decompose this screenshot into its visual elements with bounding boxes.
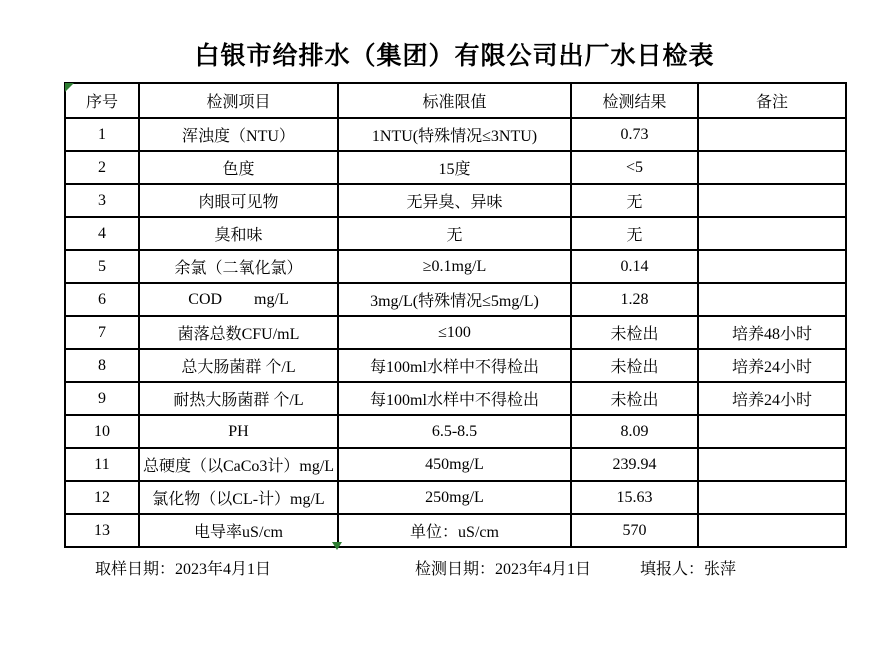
cell-test-result: 15.63 [571,481,698,514]
column-header-remark: 备注 [698,83,846,118]
cell-test-result: 未检出 [571,316,698,349]
cell-test-result: 239.94 [571,448,698,481]
cell-remark: 培养48小时 [698,316,846,349]
cell-remark [698,283,846,316]
table-row [65,415,846,448]
cell-standard-limit: 无异臭、异味 [338,184,571,217]
table-row [65,481,846,514]
cell-test-item: 菌落总数CFU/mL [139,316,338,349]
cell-test-result: 8.09 [571,415,698,448]
cell-standard-limit: 无 [338,217,571,250]
cell-test-item: 色度 [139,151,338,184]
cell-remark [698,415,846,448]
cell-test-item: 耐热大肠菌群 个/L [139,382,338,415]
table-row [65,217,846,250]
cell-serial-number: 5 [65,250,139,283]
cell-test-item: 氯化物（以CL-计）mg/L [139,481,338,514]
table-row [65,184,846,217]
cell-remark: 培养24小时 [698,349,846,382]
cell-test-result: 未检出 [571,382,698,415]
cell-test-item: 肉眼可见物 [139,184,338,217]
cell-standard-limit: 1NTU(特殊情况≤3NTU) [338,118,571,151]
column-header-standard-limit: 标准限值 [338,83,571,118]
cell-serial-number: 13 [65,514,139,547]
table-row [65,382,846,415]
cell-standard-limit: 15度 [338,151,571,184]
cell-test-result: 无 [571,184,698,217]
cell-standard-limit: 3mg/L(特殊情况≤5mg/L) [338,283,571,316]
test-date-label: 检测日期：2023年4月1日 [415,561,592,578]
cell-test-result: <5 [571,151,698,184]
cell-serial-number: 4 [65,217,139,250]
cell-remark [698,184,846,217]
table-container [64,82,847,548]
cell-serial-number: 7 [65,316,139,349]
cell-serial-number: 8 [65,349,139,382]
table-row [65,514,846,547]
cell-remark [698,217,846,250]
cell-standard-limit: ≤100 [338,316,571,349]
cell-test-item: 浑浊度（NTU） [139,118,338,151]
table-header-row [65,83,846,118]
inspection-table [64,82,847,548]
cell-test-item: 臭和味 [139,217,338,250]
column-header-serial-number: 序号 [65,83,139,118]
table-row [65,118,846,151]
cell-remark [698,514,846,547]
cell-standard-limit: 单位：uS/cm [338,514,571,547]
table-row [65,448,846,481]
cell-standard-limit: 450mg/L [338,448,571,481]
sampling-date-label: 取样日期：2023年4月1日 [95,561,272,578]
cell-standard-limit: 6.5-8.5 [338,415,571,448]
table-row [65,316,846,349]
reporter-label: 填报人：张萍 [640,561,737,578]
cell-standard-limit: 250mg/L [338,481,571,514]
cell-remark [698,481,846,514]
cell-test-item: 总大肠菌群 个/L [139,349,338,382]
table-row [65,250,846,283]
cell-serial-number: 3 [65,184,139,217]
cell-serial-number: 10 [65,415,139,448]
cell-standard-limit: 每100ml水样中不得检出 [338,382,571,415]
cell-test-result: 570 [571,514,698,547]
page-title: 白银市给排水（集团）有限公司出厂水日检表 [194,43,715,70]
cell-remark: 培养24小时 [698,382,846,415]
cell-serial-number: 6 [65,283,139,316]
cell-remark [698,448,846,481]
cell-remark [698,250,846,283]
cell-remark [698,151,846,184]
cell-test-result: 未检出 [571,349,698,382]
cell-test-item: 余氯（二氧化氯） [139,250,338,283]
column-header-test-result: 检测结果 [571,83,698,118]
cell-test-item: PH [139,415,338,448]
cell-serial-number: 12 [65,481,139,514]
cell-test-result: 0.14 [571,250,698,283]
cell-serial-number: 11 [65,448,139,481]
cell-standard-limit: ≥0.1mg/L [338,250,571,283]
table-row [65,151,846,184]
cell-remark [698,118,846,151]
excel-green-corner-marker-icon [65,83,74,92]
table-row [65,349,846,382]
green-triangle-marker-icon [332,542,342,550]
cell-test-item: 总硬度（以CaCo3计）mg/L [139,448,338,481]
cell-test-item: 电导率uS/cm [139,514,338,547]
cell-test-result: 无 [571,217,698,250]
table-row [65,283,846,316]
cell-serial-number: 9 [65,382,139,415]
cell-test-result: 0.73 [571,118,698,151]
column-header-test-item: 检测项目 [139,83,338,118]
cell-test-result: 1.28 [571,283,698,316]
cell-serial-number: 1 [65,118,139,151]
cell-serial-number: 2 [65,151,139,184]
cell-standard-limit: 每100ml水样中不得检出 [338,349,571,382]
cell-test-item: COD mg/L [139,283,338,316]
